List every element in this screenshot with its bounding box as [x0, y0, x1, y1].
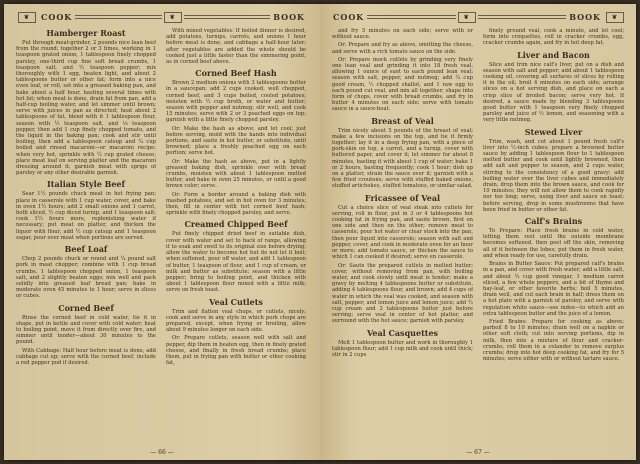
header-rule	[478, 15, 566, 19]
header-word-cook: COOK	[333, 12, 365, 22]
recipe-paragraph: Trim and flatten veal chops, or cutlets, nicely; cook and serve in any style in which pork chops are prepared, except, when frying or broiling, allow about 9 minutes longer on each side.	[166, 308, 306, 334]
header-ornament: ❦	[164, 12, 182, 23]
right-page	[320, 4, 636, 460]
recipe-title: Creamed Chipped Beef	[184, 219, 288, 230]
left-page-columns	[16, 28, 306, 444]
header-rule	[184, 15, 270, 19]
header-ornament: ❦	[606, 12, 624, 23]
recipe-title: Stewed Liver	[524, 126, 583, 137]
recipe-paragraph: Fried Brains: Prepare for cooking as above; parboil 8 to 10 minutes; drain well on a napkin or other soft cloth; cut into serving portions, dip in milk, then into a mixture of flour and cracker-crumbs, roll them in a colander to remove surplus crumbs; drop into hot deep cooking fat, and fry for 5 minutes; serve either with or without tartare sauce.	[483, 318, 624, 363]
right-column-2	[483, 28, 624, 444]
recipe-paragraph: Or: Prepare cutlets, season well with salt and pepper, dip them in beaten egg, then in finely grated cheese, and finally in fresh bread crumbs; place them, put in frying pan with butter or other cooking fat,	[166, 335, 306, 367]
recipe-paragraph: With Cabbage: Half hour before meat is done, add cabbage cut up; serve with the corned beef; include a red pepper pod if desired.	[16, 347, 156, 366]
recipe-title: Beef Loaf	[64, 244, 108, 255]
recipe-title: Corned Beef	[58, 302, 114, 313]
recipe-paragraph: Or: Saute the prepared cutlets in melted butter; cover, without removing from pan, with boiling water, and cook slowly until meat is tender; make a gravy by melting 4 tablespoons butter or substitute, adding 4 tablespoons flour, and brown; add 4 cups of water in which the veal was cooked, and season with salt, pepper, and lemon juice and lemon juice; add ½ cup cream and 2 tablespoons butter just before serving; serve veal in center of hot platter, and surround with the hot sauce; garnish with parsley.	[332, 262, 473, 325]
recipe-paragraph: Trim nicely about 5 pounds of the breast of veal; make a few incisions on the top, and tie it firmly together; lay it in a deep frying pan, with a piece of pork-skin on top, a carrot, and a turnip, cover with buttered paper, and cover it; let simmer for about 8 minutes, basting it with about 1 cup of water; bake 1 or 2 hours, basting frequently; cook 1 hour; dish up on a platter, strain the sauce over it; garnish with a few fried croutons; serve with stuffed baked onions, stuffed artichokes, stuffed tomatoes, or similar salad.	[332, 127, 473, 190]
recipe-paragraph: Or: Make the hash as above, put in a lightly greased baking dish, sprinkle over with bread crumbs, moisten with about 1 tablespoon melted butter, and bake in oven 25 minutes, or until a good brown color; serve.	[166, 158, 306, 190]
recipe-paragraph: Put finely chipped dried beef in suitable dish, cover with water and set to back of range, allowing it to soak and swell to its original size before drying; allow the water to become hot but do not let it boil; when softened, pour off water, and add 1 tablespoon of butter, 1 teaspoon of flour, and 1 cup of cream, or milk and butter as substitute; season with a little pepper; bring to boiling point, and thicken with about 1 tablespoon flour mixed with a little milk; serve on fresh toast.	[166, 231, 306, 294]
recipe-paragraph: Brains in Butter Sauce: Put prepared calf's brains in a pan, and cover with fresh water; add a little salt, and about ¼ cup good vinegar, 1 medium carrot sliced, a few whole peppers, and a bit of thyme and bay-leaf, or other favorite herbs; boil 5 minutes, drain well, and cut each brain in half; dress them on a hot plate with a garnish of parsley, and serve with regulation white sauce—see index—to which add an extra tablespoon butter and the juice of a lemon.	[483, 261, 624, 317]
left-page	[4, 4, 320, 460]
recipe-paragraph: Or: Prepare mock cutlets by grinding very finely one lean veal and grinding it into 18 fresh veal, allowing 1 ounce of suet to each pound lean veal; season with salt, pepper, and nutmeg; add ¼ cup good cream, ½ chopped shallot, and 1 raw egg to each pound cut veal, and mix all together; shape into form of chops, cover with bread crumbs, and fry in butter 4 minutes on each side; serve with tomato sauce in a sauce-boat.	[332, 56, 473, 113]
recipe-paragraph: Melt 1 tablespoon butter and work in thoroughly 1 tablespoon flour; add 1 cup milk and cook until thick; stir in 2 cups	[332, 339, 473, 358]
recipe-title: Veal Casquettes	[366, 327, 439, 338]
recipe-title: Liver and Bacon	[517, 49, 590, 60]
recipe-paragraph: With mixed vegetables: If boiled dinner is desired, add potatoes, turnips, carrots, and onions 1 hour before meat is done, and cabbage a half-hour later; after vegetables are added the whole should be cooked just a little faster than the simmering point, as in corned beef above.	[166, 28, 306, 66]
recipe-title: Veal Cutlets	[209, 296, 263, 307]
header-rule	[75, 15, 161, 19]
recipe-paragraph: and fry 5 minutes on each side; serve with or without sauce.	[332, 28, 473, 41]
recipe-title: Corned Beef Hash	[195, 68, 277, 79]
recipe-title: Breast of Veal	[371, 115, 434, 126]
recipe-title: Fricassee of Veal	[364, 192, 441, 203]
recipe-paragraph: Or: Form a border around a baking dish with mashed potatoes, and set in hot oven for 3 minutes; then, fill in center with hot corned beef hash; sprinkle with finely chopped parsley, and serve.	[166, 191, 306, 217]
left-page-header	[16, 10, 308, 24]
recipe-paragraph: Trim, wash, and cut about 1 pound fresh calf's liver into ½-inch cubes; prepare a browned butter sauce by adding 1 tablespoon flour to 1 tablespoon melted butter and cook until lightly browned, then add salt and pepper to season, and 2 cups water, stirring to the consistency of a good gravy; add boiling water over the liver cubes and immediately drain, drop them into the brown sauce, and cook for 10 minutes; they will not allow them to cook rapidly nor too long; serve, using liver and sauce on toast; before serving, drop in some mushrooms that have been fried in butter or other fat.	[483, 138, 624, 213]
page-number: — 67 —	[466, 449, 490, 456]
recipe-paragraph: Chop 2 pounds chuck or round and ¼ pound salt pork in meat chopper; combine with 1 cup bread crumbs, 1 tablespoon chopped onion, 1 teaspoon salt, and 2 slightly beaten eggs; mix well and pack solidly into greased loaf bread pan; bake in moderate oven 45 minutes to 1 hour; serve in slices or cubes.	[16, 256, 156, 300]
recipe-title: Hamberger Roast	[46, 28, 126, 38]
recipe-title: Calf's Brains	[524, 216, 583, 227]
recipe-paragraph: finely ground veal, cook a minute, and let cool; form into croquettes, roll in cracker crumbs, egg, cracker crumbs again, and fry in hot deep fat.	[483, 28, 624, 47]
header-ornament: ❦	[18, 12, 36, 23]
recipe-paragraph: Put through meat-grinder, 2 pounds nice lean beef from the round; together 2 or 3 times, working in 1 teaspoon grated onion, 1 tablespoon finely chopped parsley, one-third cup fine soft bread crumbs, 1 teaspoon salt, and ½ teaspoon pepper; mix thoroughly with 1 egg, beaten light, and about 2 tablespoons butter or other fat; form into a nice even loaf, or roll, set into a greased baking pan, and bake about a half hour, basting several times with hot fat; when meat is done, drain fat from pan, add a half-cup boiling water, and let simmer until brown; serve with juices in pan as directed; heat about 2 tablespoons of fat, blend with it 1 tablespoon flour, season with ½ teaspoon salt, and ⅛ teaspoon pepper, then add 1 cup finely chopped tomato, and the liquid in the baking pan; cook and stir until boiling, then add a tablespoon catsup and ¼ cup boiled and rinsed macaroni—or macaroni recipe; when very hot, sprinkle with ½ cup grated cheese; place meat loaf on serving platter and the macaroni dressing around it; garnish meat with sprigs of parsley or any other desirable garnish.	[16, 40, 156, 177]
right-page-header	[330, 10, 626, 24]
book-spread	[4, 4, 636, 460]
recipe-paragraph: To Prepare: Place fresh brains in cold water, letting them rest until the outside membrane becomes softened, then peel off the skin, removing all of it between the lobes; put them in fresh water, and when ready for use, carefully drain.	[483, 228, 624, 259]
right-column-1	[332, 28, 473, 444]
right-page-columns	[332, 28, 624, 444]
header-rule	[367, 15, 455, 19]
left-column-2	[166, 28, 306, 444]
page-number: — 66 —	[150, 449, 174, 456]
header-word-book: BOOK	[569, 12, 602, 22]
header-word-book: BOOK	[273, 12, 306, 22]
recipe-paragraph: Slice and trim nice calf's liver, put on a dish and season with salt and pepper; add about 1 tablespoon cooking oil, covering all surfaces of slices by rolling it in the oil; broil 4 minutes on each side; arrange slices on a hot serving dish, and place on each a crisp slice of broiled bacon; serve very hot. If desired, a sauce made by blending 3 tablespoons good butter with 1 teaspoon very finely chopped parsley and juice of ½ lemon, and seasoning with a very little nutmeg.	[483, 61, 624, 124]
recipe-paragraph: Or: Make the hash as above; and let cool; just before serving, mold with the hands into individual portions, and saute in hot butter, or substitute, until browned; place a freshly poached egg on each portion; serve hot.	[166, 125, 306, 157]
left-column-1	[16, 28, 156, 444]
recipe-paragraph: Cut a choice slice of veal steak into cutlets for serving, roll in flour, put in 3 or 4 tablespoons hot cooking fat in frying pan, and saute brown, first on one side and then on the other; remove meat to casserole; pour hot water or clear stock into the pan, then pour liquid into casserole; season with salt and pepper, cover, and cook in moderate oven for an hour or more; add tomato sauce, or thicken the sauce to which 1 can cooked if desired; serve en casserole.	[332, 204, 473, 261]
recipe-paragraph: Brown 2 medium onions with 3 tablespoons butter in a saucepan; add 2 cups cooked, well chopped, corned beef, and 3 cups boiled, cooled potatoes; moisten with ½ cup broth, or water and butter; season with pepper and nutmeg; stir well, and cook 15 minutes; serve with 2 or 3 poached eggs on top; garnish with a little finely chopped parsley.	[166, 80, 306, 124]
recipe-title: Italian Style Beef	[47, 179, 125, 190]
recipe-paragraph: Rinse the corned beef in cold water, tie it in shape, put in kettle and cover with cold water; heat to boiling point, move it from directly over fire, and simmer until tender—about 30 minutes to the pound.	[16, 314, 156, 346]
recipe-paragraph: Sear 1½ pounds chuck meat in hot frying pan; place in casserole with 1 cup water, cover, and bake in oven 1½ hours; add 2 small onions and 1 carrot, both sliced, ½ cup diced turnip, and 1 teaspoon salt; cook 1½ hours more, replenishing water if necessary; put meat on platter, and thicken the liquor with flour, add ½ cup catsup and 1 teaspoon sugar, pour over meat when portions are served.	[16, 191, 156, 241]
header-word-cook: COOK	[41, 12, 73, 22]
header-ornament: ❦	[458, 12, 476, 23]
recipe-paragraph: Or: Prepare and fry as above, omitting the cheese, and serve with a rich tomato sauce on the side.	[332, 42, 473, 55]
